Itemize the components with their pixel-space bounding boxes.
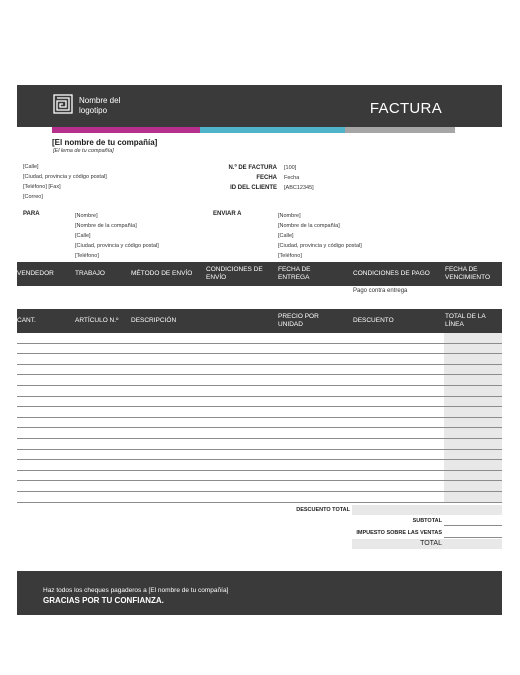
subtotal-value-line[interactable] xyxy=(444,525,502,526)
table-row[interactable] xyxy=(17,333,502,344)
invoice-header xyxy=(17,85,502,127)
company-street: [Calle] xyxy=(23,164,39,170)
thank-you-note: GRACIAS POR TU CONFIANZA. xyxy=(43,596,164,605)
ship-to-line[interactable]: [Ciudad, provincia y código postal] xyxy=(278,243,362,249)
company-name: [El nombre de tu compañía] xyxy=(52,138,158,147)
discount-total-cell[interactable] xyxy=(352,505,502,515)
shipping-table-header xyxy=(17,262,502,286)
header-delivery-date: FECHA DE ENTREGA xyxy=(278,266,311,281)
logo-name xyxy=(79,96,149,116)
header-unit-price: PRECIO POR UNIDAD xyxy=(278,313,319,328)
total-label: TOTAL xyxy=(420,540,442,547)
checks-payable-note: Haz todos los cheques pagaderos a [El nombre de tu compañía] xyxy=(43,587,229,594)
subtotal-label: SUBTOTAL xyxy=(412,518,442,524)
header-description: DESCRIPCIÓN xyxy=(131,317,177,324)
company-email: [Correo] xyxy=(23,194,43,200)
table-row[interactable] xyxy=(17,481,502,492)
discount-total-label: DESCUENTO TOTAL xyxy=(296,507,350,513)
ship-to-line[interactable]: [Nombre] xyxy=(278,213,301,219)
company-slogan: [El lema de tu compañía] xyxy=(53,148,114,154)
header-due-date: FECHA DE VENCIMIENTO xyxy=(445,266,491,281)
invoice-meta-labels xyxy=(200,163,277,193)
table-row[interactable] xyxy=(17,344,502,355)
bill-to-label: PARA xyxy=(23,211,40,217)
header-quantity: CANT. xyxy=(17,317,36,324)
table-row[interactable] xyxy=(17,471,502,482)
customer-id-label: ID DEL CLIENTE xyxy=(230,185,277,191)
sales-tax-value-line[interactable] xyxy=(444,537,502,538)
invoice-footer xyxy=(17,571,502,615)
payment-terms-value[interactable]: Pago contra entrega xyxy=(353,288,408,294)
header-job: TRABAJO xyxy=(75,270,105,277)
header-shipping-terms: CONDICIONES DE ENVÍO xyxy=(206,266,263,281)
logo-name-line2: logotipo xyxy=(79,106,108,115)
table-row[interactable] xyxy=(17,450,502,461)
invoice-meta-values xyxy=(284,163,314,193)
bill-to-address xyxy=(75,211,159,261)
logo-name-line1: Nombre del xyxy=(79,96,121,105)
accent-bar-magenta xyxy=(52,127,200,133)
table-row[interactable] xyxy=(17,460,502,471)
table-row[interactable] xyxy=(17,492,502,503)
ship-to-address xyxy=(278,211,362,261)
table-row[interactable] xyxy=(17,365,502,376)
company-city: [Ciudad, provincia y código postal] xyxy=(23,174,107,180)
table-row[interactable] xyxy=(17,428,502,439)
header-shipping-method: MÉTODO DE ENVÍO xyxy=(131,270,193,277)
table-row[interactable] xyxy=(17,354,502,365)
bill-to-line[interactable]: [Ciudad, provincia y código postal] xyxy=(75,243,159,249)
header-discount: DESCUENTO xyxy=(353,317,394,324)
table-row[interactable] xyxy=(17,418,502,429)
bill-to-line[interactable]: [Nombre de la compañía] xyxy=(75,223,137,229)
items-table-body xyxy=(17,333,502,503)
ship-to-line[interactable]: [Calle] xyxy=(278,233,294,239)
header-line-total: TOTAL DE LA LÍNEA xyxy=(445,313,486,328)
table-row[interactable] xyxy=(17,375,502,386)
sales-tax-label: IMPUESTO SOBRE LAS VENTAS xyxy=(356,530,442,536)
invoice-date-value[interactable]: Fecha xyxy=(284,175,300,181)
table-row[interactable] xyxy=(17,386,502,397)
accent-bar-cyan xyxy=(200,127,345,133)
table-row[interactable] xyxy=(17,397,502,408)
company-address xyxy=(23,163,107,203)
bill-to-line[interactable]: [Calle] xyxy=(75,233,91,239)
invoice-number-value[interactable]: [100] xyxy=(284,165,297,171)
ship-to-line[interactable]: [Teléfono] xyxy=(278,253,302,259)
company-phone-fax: [Teléfono] [Fax] xyxy=(23,184,61,190)
header-payment-terms: CONDICIONES DE PAGO xyxy=(353,270,430,277)
accent-bar-gray xyxy=(345,127,455,133)
bill-to-line[interactable]: [Nombre] xyxy=(75,213,98,219)
table-row[interactable] xyxy=(17,407,502,418)
header-item-number: ARTÍCULO N.º xyxy=(75,317,119,324)
ship-to-line[interactable]: [Nombre de la compañía] xyxy=(278,223,340,229)
bill-to-line[interactable]: [Teléfono] xyxy=(75,253,99,259)
customer-id-value[interactable]: [ABC12345] xyxy=(284,185,314,191)
invoice-number-label: N.º DE FACTURA xyxy=(228,165,277,171)
table-row[interactable] xyxy=(17,439,502,450)
header-salesperson: VENDEDOR xyxy=(17,270,54,277)
ship-to-label: ENVIAR A xyxy=(213,211,242,217)
invoice-title: FACTURA xyxy=(369,100,442,117)
invoice-date-label: FECHA xyxy=(256,175,277,181)
logo-icon xyxy=(53,94,73,114)
items-table-header xyxy=(17,309,502,333)
